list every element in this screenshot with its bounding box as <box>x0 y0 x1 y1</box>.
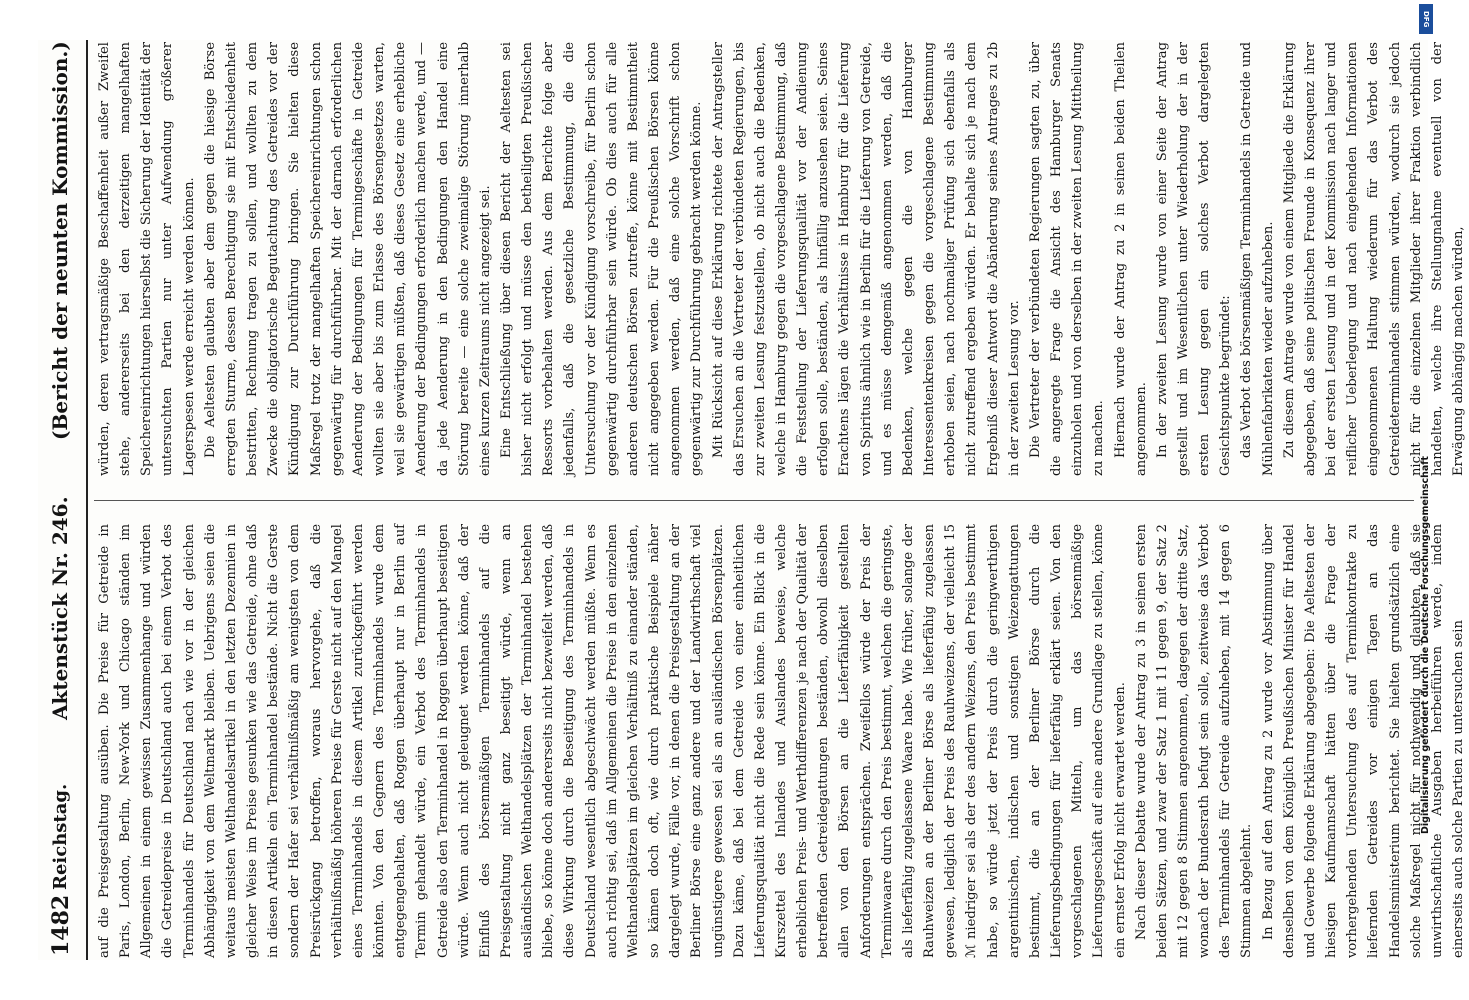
right-column <box>94 42 1469 476</box>
header-aktenstueck: Aktenstück Nr. 246. <box>48 496 72 720</box>
credit-text: Digitalisierung gefördert durch die Deutsche Forschungsgemeinschaft <box>1420 456 1431 834</box>
digitization-credit <box>1420 4 1432 834</box>
header-bericht: (Bericht der neunten Kommission.) <box>48 41 72 440</box>
paragraph: Mit Rücksicht auf diese Erklärung richtete der Antragsteller das Ersuchen an die Vertreter der verbündeten Regierungen, bis zur zweiten Lesung festzustellen, ob nicht auch die Bedenken, welche in Hamburg gegen die vorgeschlagene Bestimmung, daß die Feststellung der Lieferungsqualität vor der Andienung erfolgen solle, beständen, als hinfällig anzusehen seien. Seines Erachtens lägen die Verhältnisse in Hamburg für die Lieferung von Spiritus ähnlich wie in Berlin für die Lieferung von Getreide, und es müsse demgemäß angenommen werden, daß die Bedenken, welche gegen die von Hamburger Interessentenkreisen gegen die vorgeschlagene Bestimmung erhoben seien, nach nochmaliger Prüfung sich ebenfalls als nicht zutreffend ergeben würden. Er behalte sich je nach dem Ergebniß dieser Antwort die Abänderung seines Antrages zu 2b in der zweiten Lesung vor. <box>710 42 1022 476</box>
column-divider <box>94 500 1414 501</box>
paragraph: auf die Preisgestaltung ausüben. Die Preise für Getreide in Paris, London, Berlin, New-York und Chicago ständen im Allgemeinen in einem gewissen Zusammenhange und würden die Getreidepreise in Deutschland auch bei einem Verbot des Terminhandels für Deutschland nach wie vor in der gleichen Abhängigkeit von dem Weltmarkt bleiben. Uebrigens seien die weitaus meisten Welthandelsartikel in den letzten Dezennien in gleicher Weise im Preise gesunken wie das Getreide, ohne daß in diesen Artikeln ein Terminhandel bestände. Nicht die Gerste sondern der Hafer sei verhältnißmäßig am wenigsten von dem Preisrückgang betroffen, woraus hervorgehe, daß die verhältnißmäßig höheren Preise für Gerste nicht auf den Mangel eines Terminhandels in diesem Artikel zurückgeführt werden könnten. Von den Gegnern des Terminhandels wurde dem entgegengehalten, daß Roggen überhaupt nur in Berlin auf Termin gehandelt würde, ein Verbot des Terminhandels in Getreide also den Terminhandel in Roggen überhaupt beseitigen würde. Wenn auch nicht geleugnet werden könne, daß der Einfluß des börsenmäßigen Terminhandels auf die Preisgestaltung nicht ganz beseitigt würde, wenn an ausländischen Welthandelsplätzen der Terminhandel bestehen bliebe, so könne doch andererseits nicht bezweifelt werden, daß diese Wirkung durch die Beseitigung des Terminhandels in Deutschland wesentlich abgeschwächt werden müßte. Wenn es auch richtig sei, daß im Allgemeinen die Preise in den einzelnen Welthandelsplätzen im gleichen Verhältniß zu einander ständen, so kämen doch oft, wie durch praktische Beispiele näher dargelegt wurde, Fälle vor, in denen die Preisgestaltung an der Berliner Börse eine ganz andere und der Landwirthschaft viel ungünstigere gewesen sei als an ausländischen Börsenplätzen. Dazu käme, daß bei dem Getreide von einer einheitlichen Lieferungsqualität nicht die Rede sein könne. Ein Blick in die Kurszettel des Inlandes und Auslandes beweise, welche erheblichen Preis- und Werthdifferenzen je nach der Qualität der betreffenden Getreidegattungen beständen, obwohl dieselben allen von den Börsen an die Lieferfähigkeit gestellten Anforderungen entsprächen. Zweifellos würde der Preis der Terminwaare durch den Preis bestimmt, welchen die geringste, als lieferfähig zugelassene Waare habe. Wie früher, solange der Rauhweizen an der Berliner Börse als lieferfähig zugelassen gewesen, lediglich der Preis des Rauhweizens, der vielleicht 15 ℳ niedriger sei als der des andern Weizens, den Preis bestimmt habe, so würde jetzt der Preis durch die geringwerthigen argentinischen, indischen und sonstigen Weizengattungen bestimmt, die an der Berliner Börse durch die Lieferungsbedingungen für lieferfähig erklärt seien. Von den vorgeschlagenen Mitteln, um das börsenmäßige Lieferungsgeschäft auf eine andere Grundlage zu stellen, könne ein ernster Erfolg nicht erwartet werden. <box>97 524 1128 958</box>
paragraph: In der zweiten Lesung wurde von einer Seite der Antrag gestellt und im Wesentlichen unter Wiederholung der in der ersten Lesung gegen ein solches Verbot dargelegten Gesichtspunkte begründet: <box>1154 42 1234 476</box>
paragraph: Die Vertreter der verbündeten Regierungen sagten zu, über die angeregte Frage die Ansicht des Hamburger Senats einzuholen und von derselben in der zweiten Lesung Mittheilung zu machen. <box>1027 42 1107 476</box>
page-number: 1482 <box>48 894 74 956</box>
paragraph: würden, deren vertragsmäßige Beschaffenheit außer Zweifel stehe, andererseits bei den derzeitigen mangelhaften Speichereinrichtungen hierselbst die Sicherung der Identität der untersuchten Partien nur unter Aufwendung größerer Lagerspesen werde erreicht werden können. <box>97 42 197 476</box>
scanned-page <box>38 40 1466 960</box>
paragraph: Zu diesem Antrage wurde von einem Mitgliede die Erklärung abgegeben, daß seine politischen Freunde in Konsequenz ihrer bei der ersten Lesung und in der Kommission nach langer und reiflicher Ueberlegung und nach eingehenden Informationen eingenommenen Haltung wiederum für das Verbot des Getreideterminhandels stimmen würden, wodurch sie jedoch nicht für die einzelnen Mitglieder ihrer Fraktion verbindlich handelten, welche ihre Stellungnahme eventuell von der Erwägung abhängig machen würden, <box>1281 42 1466 476</box>
paragraph: Hiernach wurde der Antrag zu 2 in seinen beiden Theilen angenommen. <box>1112 42 1149 476</box>
paragraph: Nach dieser Debatte wurde der Antrag zu 3 in seinen ersten beiden Sätzen, und zwar der Satz 1 mit 11 gegen 9, der Satz 2 mit 12 gegen 8 Stimmen angenommen, dagegen der dritte Satz, wonach der Bundesrath befugt sein solle, zeitweise das Verbot des Terminhandels für Getreide aufzuheben, mit 14 gegen 6 Stimmen abgelehnt. <box>1133 524 1255 958</box>
paragraph: In Bezug auf den Antrag zu 2 wurde vor Abstimmung über denselben von dem Königlich Preußischen Minister für Handel und Gewerbe folgende Erklärung abgegeben: Die Aeltesten der hiesigen Kaufmannschaft hätten über die Frage der vorhergehenden Untersuchung des auf Terminkontrakte zu liefernden Getreides vor einigen Tagen an das Handelsministerium berichtet. Sie hielten grundsätzlich eine solche Maßregel nicht für nothwendig und glaubten, daß sie unwirthschaftliche Ausgaben herbeiführen werde, indem einerseits auch solche Partien zu untersuchen sein <box>1260 524 1466 958</box>
left-column <box>94 524 1469 958</box>
dfg-logo: DFG <box>1419 4 1433 34</box>
paragraph: Die Aeltesten glaubten aber dem gegen die hiesige Börse erregten Sturme, dessen Berechtigung sie mit Entschiedenheit bestritten, Rechnung tragen zu sollen, und wollten zu dem Zwecke die obligatorische Begutachtung des Getreides vor der Kündigung zur Durchführung bringen. Sie hielten diese Maßregel trotz der mangelhaften Speichereinrichtungen schon gegenwärtig für durchführbar. Mit der darnach erforderlichen Aenderung der Bedingungen für Termingeschäfte in Getreide wollten sie aber bis zum Erlasse des Börsengesetzes warten, weil sie gewärtigen müßten, daß dieses Gesetz eine erhebliche Aenderung der Bedingungen erforderlich machen werde, und — da jede Aenderung in den Bedingungen den Handel eine Störung bereite — eine solche zweimalige Störung innerhalb eines kurzen Zeitraums nicht angezeigt sei. <box>202 42 493 476</box>
header-reichstag: Reichstag. <box>50 783 71 890</box>
page-header <box>38 40 88 960</box>
paragraph: das Verbot des börsenmäßigen Terminhandels in Getreide und Mühlenfabrikaten wieder aufzuheben. <box>1239 42 1276 476</box>
paragraph: Eine Entschließung über diesen Bericht der Aeltesten sei bisher nicht erfolgt und müsse den betheiligten Preußischen Ressorts vorbehalten werden. Aus dem Berichte folge aber jedenfalls, daß die gesetzliche Bestimmung, die die Untersuchung vor der Kündigung vorschreibe, für Berlin schon gegenwärtig durchführbar sein würde. Ob dies auch für alle anderen deutschen Börsen zutreffe, könne mit Bestimmtheit nicht angegeben werden. Für die Preußischen Börsen könne angenommen werden, daß eine solche Vorschrift schon gegenwärtig zur Durchführung gebracht werden könne. <box>498 42 705 476</box>
